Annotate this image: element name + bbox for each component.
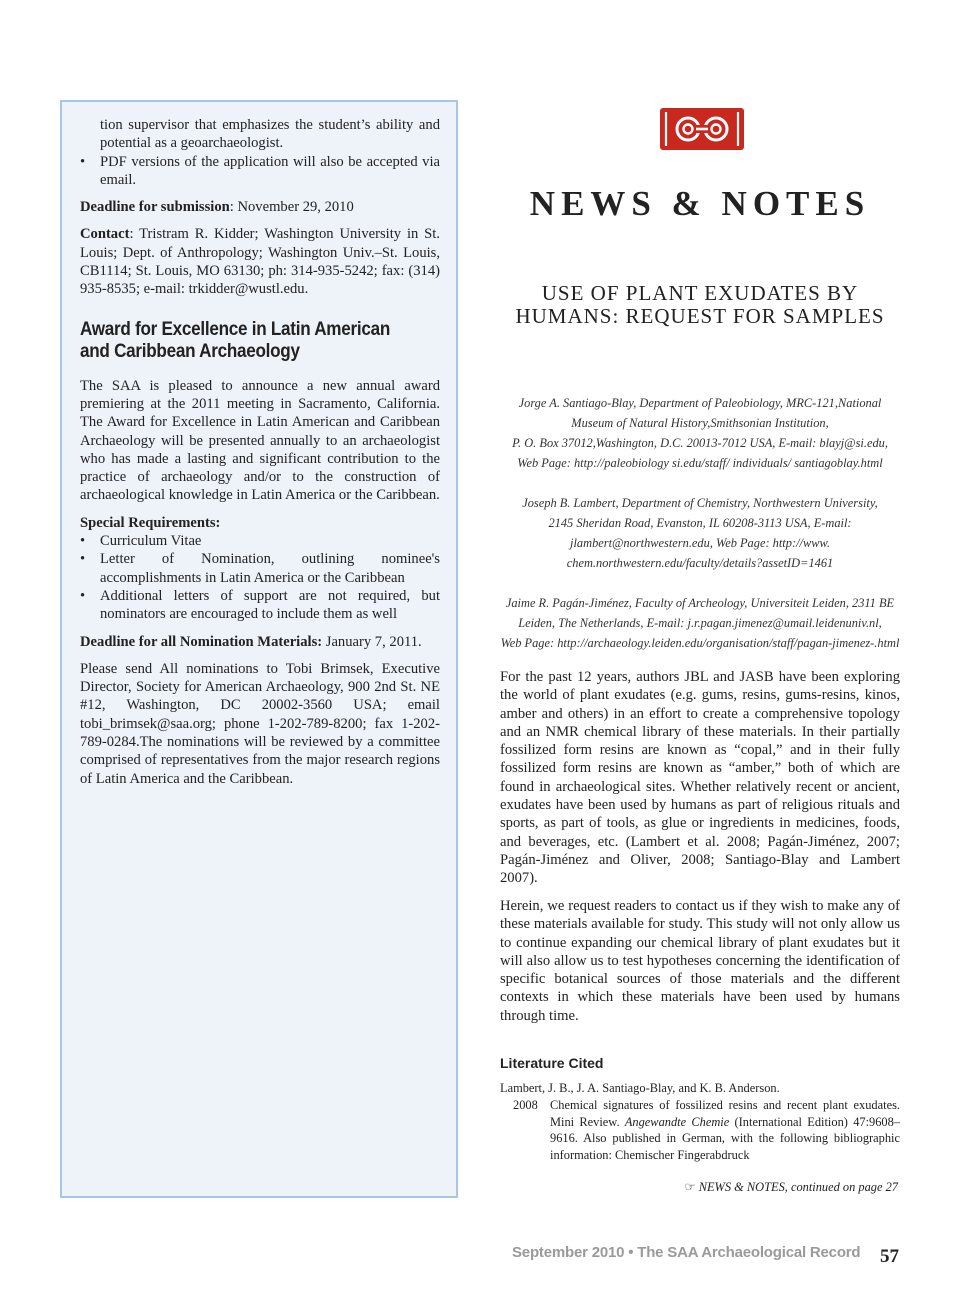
author-line: Web Page: http://archaeology.leiden.edu/organisation/staff/pagan-jimenez-.html	[500, 636, 900, 650]
page-number: 57	[880, 1246, 899, 1267]
article-paragraph-1: For the past 12 years, authors JBL and JASB have been exploring the world of plant exudates (e.g. gums, resins, gums-resins, kinos, amber and others) in an effort to create a comprehensive topology and an NMR chemical library of these materials. In their partially fossilized form resins are known as “copal,” and in their fully fossilized form resins are known as “amber,” both of which are found in archaeological sites. Whether relatively recent or ancient, exudates have been used by humans as part of religious rituals and sports, as part of tools, as glue or ingredients in medicines, foods, and beverages, etc. (Lambert et al. 2008; Pagán-Jiménez, 2007; Pagán-Jiménez and Oliver, 2008; Santiago-Blay and Lambert 2007).	[500, 669, 900, 887]
author-line: chem.northwestern.edu/faculty/details?assetID=1461	[566, 556, 834, 570]
nomination-deadline	[80, 633, 440, 651]
nomination-deadline-label: Deadline for all Nomination Materials:	[80, 633, 323, 650]
author-line: P. O. Box 37012,Washington, D.C. 20013-7012 USA, E-mail: blayj@si.edu,	[512, 436, 888, 450]
reference-detail	[550, 1097, 900, 1164]
author-line: Jorge A. Santiago-Blay, Department of Paleobiology, MRC-121,National	[518, 396, 882, 410]
pointing-hand-icon: ☞	[684, 1180, 696, 1194]
continued-text: NEWS & NOTES, continued on page 27	[698, 1180, 898, 1194]
intro-bullet: • PDF versions of the application will also be accepted via email.	[80, 153, 440, 190]
award-heading-line1: Award for Excellence in Latin American	[80, 318, 391, 340]
continued-note	[500, 1179, 898, 1195]
article-title-line1: USE OF PLANT EXUDATES BY	[541, 281, 859, 305]
reference-year: 2008	[513, 1098, 538, 1112]
sidebar-content	[80, 116, 440, 788]
author-line: Museum of Natural History,Smithsonian Institution,	[571, 416, 829, 430]
author-affiliation-1	[498, 393, 902, 473]
news-notes-logo-icon	[660, 108, 744, 150]
article-title	[500, 282, 900, 328]
intro-bullets	[80, 153, 440, 190]
special-requirements-label: Special Requirements:	[80, 514, 221, 531]
nomination-deadline-value: January 7, 2011.	[322, 633, 422, 650]
author-line: Leiden, The Netherlands, E-mail: j.r.pagan.jimenez@umail.leidenuniv.nl,	[518, 616, 882, 630]
requirement-item: • Additional letters of support are not required, but nominators are encouraged to include them as well	[80, 587, 440, 624]
reference-journal: Angewandte Chemie	[624, 1114, 730, 1129]
reference-detail-text: (International Edition) 47:9608–9616. Also published in German, with the following bibliographic information: Chemischer Fingerabdruck	[550, 1114, 900, 1163]
special-requirements-heading	[80, 514, 440, 532]
reference-detail-text: Chemical signatures of fossilized resins and recent plant exudates. Mini Review.	[550, 1097, 900, 1129]
award-heading-line2: and Caribbean Archaeology	[80, 340, 300, 362]
author-line: Web Page: http://paleobiology si.edu/staff/ individuals/ santiagoblay.html	[517, 456, 883, 470]
award-heading	[80, 319, 458, 363]
author-line: jlambert@northwestern.edu, Web Page: http://www.	[570, 536, 830, 550]
literature-cited-heading: Literature Cited	[500, 1055, 604, 1071]
award-description: The SAA is pleased to announce a new annual award premiering at the 2011 meeting in Sacramento, California. The Award for Excellence in Latin American and Caribbean Archaeology will be presented annually to an archaeologist who has made a lasting and significant contribution to the practice of archaeology and/or to the construction of archaeological knowledge in Latin America or the Caribbean.	[80, 377, 440, 504]
contact-value: : Tristram R. Kidder; Washington University in St. Louis; Dept. of Anthropology; Washington Univ.–St. Louis, CB1114; St. Louis, MO 63130; ph: 314-935-5242; fax: (314) 935-8535; e-mail: trkidder@wustl.edu.	[80, 226, 440, 298]
submission-deadline	[80, 198, 440, 216]
requirement-item: • Curriculum Vitae	[80, 532, 440, 550]
author-affiliation-2	[498, 493, 902, 573]
author-line: 2145 Sheridan Road, Evanston, IL 60208-3113 USA, E-mail:	[548, 516, 852, 530]
intro-continuation: tion supervisor that emphasizes the student’s ability and potential as a geoarchaeologist.	[100, 117, 440, 152]
author-line: Joseph B. Lambert, Department of Chemistry, Northwestern University,	[522, 496, 878, 510]
section-title: NEWS & NOTES	[529, 184, 871, 223]
reference-entry	[500, 1080, 900, 1164]
article-title-line2: HUMANS: REQUEST FOR SAMPLES	[515, 304, 885, 328]
requirement-item: • Letter of Nomination, outlining nominee's accomplishments in Latin America or the Caribbean	[80, 550, 440, 587]
nomination-instructions: Please send All nominations to Tobi Brimsek, Executive Director, Society for American Archaeology, 900 2nd St. NE #12, Washington, DC 20002-3560 USA; email tobi_brimsek@saa.org; phone 1-202-789-8200; fax 1-202-789-0284.The nominations will be reviewed by a committee comprised of representatives from the major research regions of Latin America and the Caribbean.	[80, 660, 440, 787]
requirements-list	[80, 532, 440, 623]
reference-authors: Lambert, J. B., J. A. Santiago-Blay, and K. B. Anderson.	[500, 1081, 780, 1095]
contact-info	[80, 225, 440, 298]
author-line: Jaime R. Pagán-Jiménez, Faculty of Archeology, Universiteit Leiden, 2311 BE	[505, 596, 895, 610]
deadline-value: : November 29, 2010	[229, 199, 354, 216]
footer-publication: September 2010 • The SAA Archaeological Record	[512, 1244, 861, 1261]
contact-label: Contact	[80, 226, 130, 243]
deadline-label: Deadline for submission	[80, 199, 230, 216]
article-paragraph-2: Herein, we request readers to contact us if they wish to make any of these materials available for study. This study will not only allow us to continue expanding our chemical library of plant exudates but it will also allow us to test hypotheses concerning the identification of specific botanical sources of those materials and the different contexts in which these materials have been used by humans through time.	[500, 898, 900, 1024]
author-affiliation-3	[498, 593, 902, 653]
